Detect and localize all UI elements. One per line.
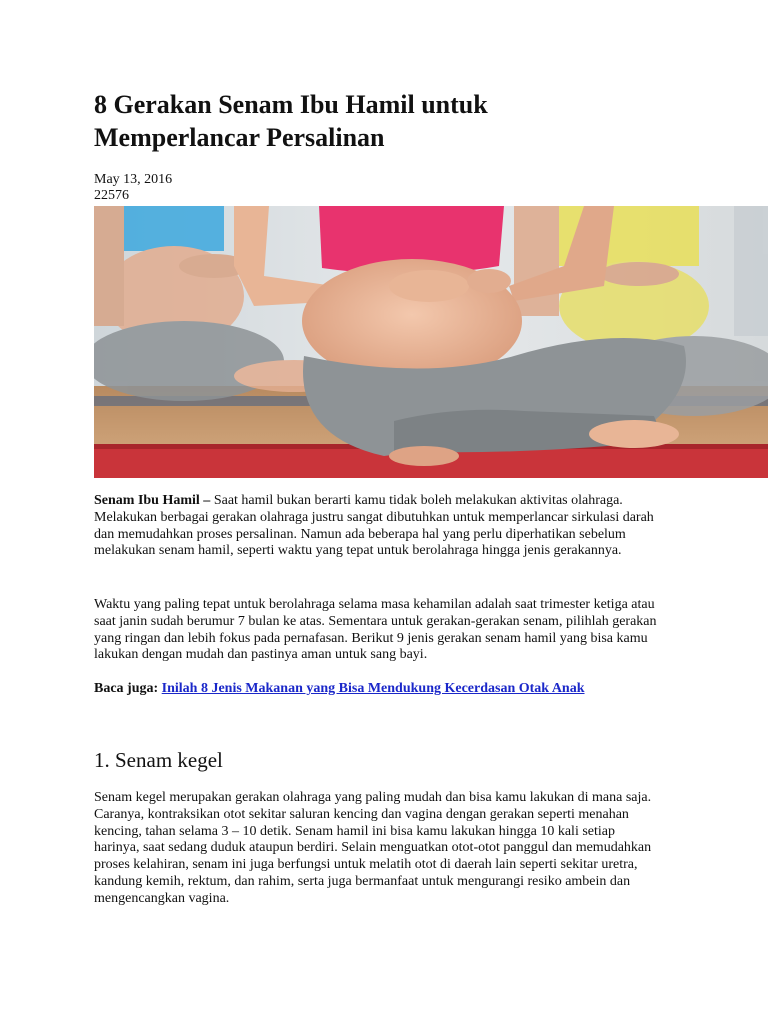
pregnant-yoga-photo xyxy=(94,206,768,478)
baca-juga-link[interactable]: Inilah 8 Jenis Makanan yang Bisa Mendukung Kecerdasan Otak Anak xyxy=(161,681,585,696)
intro-text: Saat hamil bukan berarti kamu tidak boleh melakukan aktivitas olahraga. Melakukan berbagai gerakan olahraga justru sangat dibutuhkan untuk memperlancar sirkulasi darah dan memudahkan proses persalinan. Namun ada beberapa hal yang perlu diperhatikan sebelum melakukan senam hamil, seperti waktu yang tepat untuk berolahraga hingga jenis gerakannya. xyxy=(94,493,654,559)
paragraph-2: Waktu yang paling tepat untuk berolahraga selama masa kehamilan adalah saat trimester ketiga atau saat janin sudah berumur 7 bulan ke atas. Sementara untuk gerakan-gerakan senam, pilihlah gerakan yang ringan dan lebih fokus pada pernafasan. Berikut 9 jenis gerakan senam hamil yang bisa kamu lakukan dengan mudah dan pastinya aman untuk sang bayi. xyxy=(94,597,657,663)
article-title: 8 Gerakan Senam Ibu Hamil untuk Memperlancar Persalinan xyxy=(94,90,488,152)
baca-juga xyxy=(94,681,654,698)
article-meta xyxy=(94,172,172,204)
intro-lead: Senam Ibu Hamil – xyxy=(94,493,211,508)
intro-paragraph xyxy=(94,493,654,560)
article-date: May 13, 2016 xyxy=(94,172,173,187)
baca-juga-label: Baca juga: xyxy=(94,681,159,696)
section-paragraph: Senam kegel merupakan gerakan olahraga yang paling mudah dan bisa kamu lakukan di mana saja. Caranya, kontraksikan otot sekitar saluran kencing dan vagina dengan gerakan seperti menahan kencing, tahan selama 3 – 10 detik. Senam hamil ini bisa kamu lakukan hingga 10 kali setiap harinya, saat sedang duduk ataupun berdiri. Selain menguatkan otot-otot panggul dan memudahkan proses kelahiran, senam ini juga berfungsi untuk melatih otot di daerah lain seperti sekitar uretra, kandung kemih, rektum, dan rahim, serta juga bermanfaat untuk mengurangi resiko ambein dan mengencangkan vagina. xyxy=(94,790,652,906)
hero-image xyxy=(94,206,768,478)
article-views: 22576 xyxy=(94,188,129,203)
section-heading: 1. Senam kegel xyxy=(94,748,223,772)
